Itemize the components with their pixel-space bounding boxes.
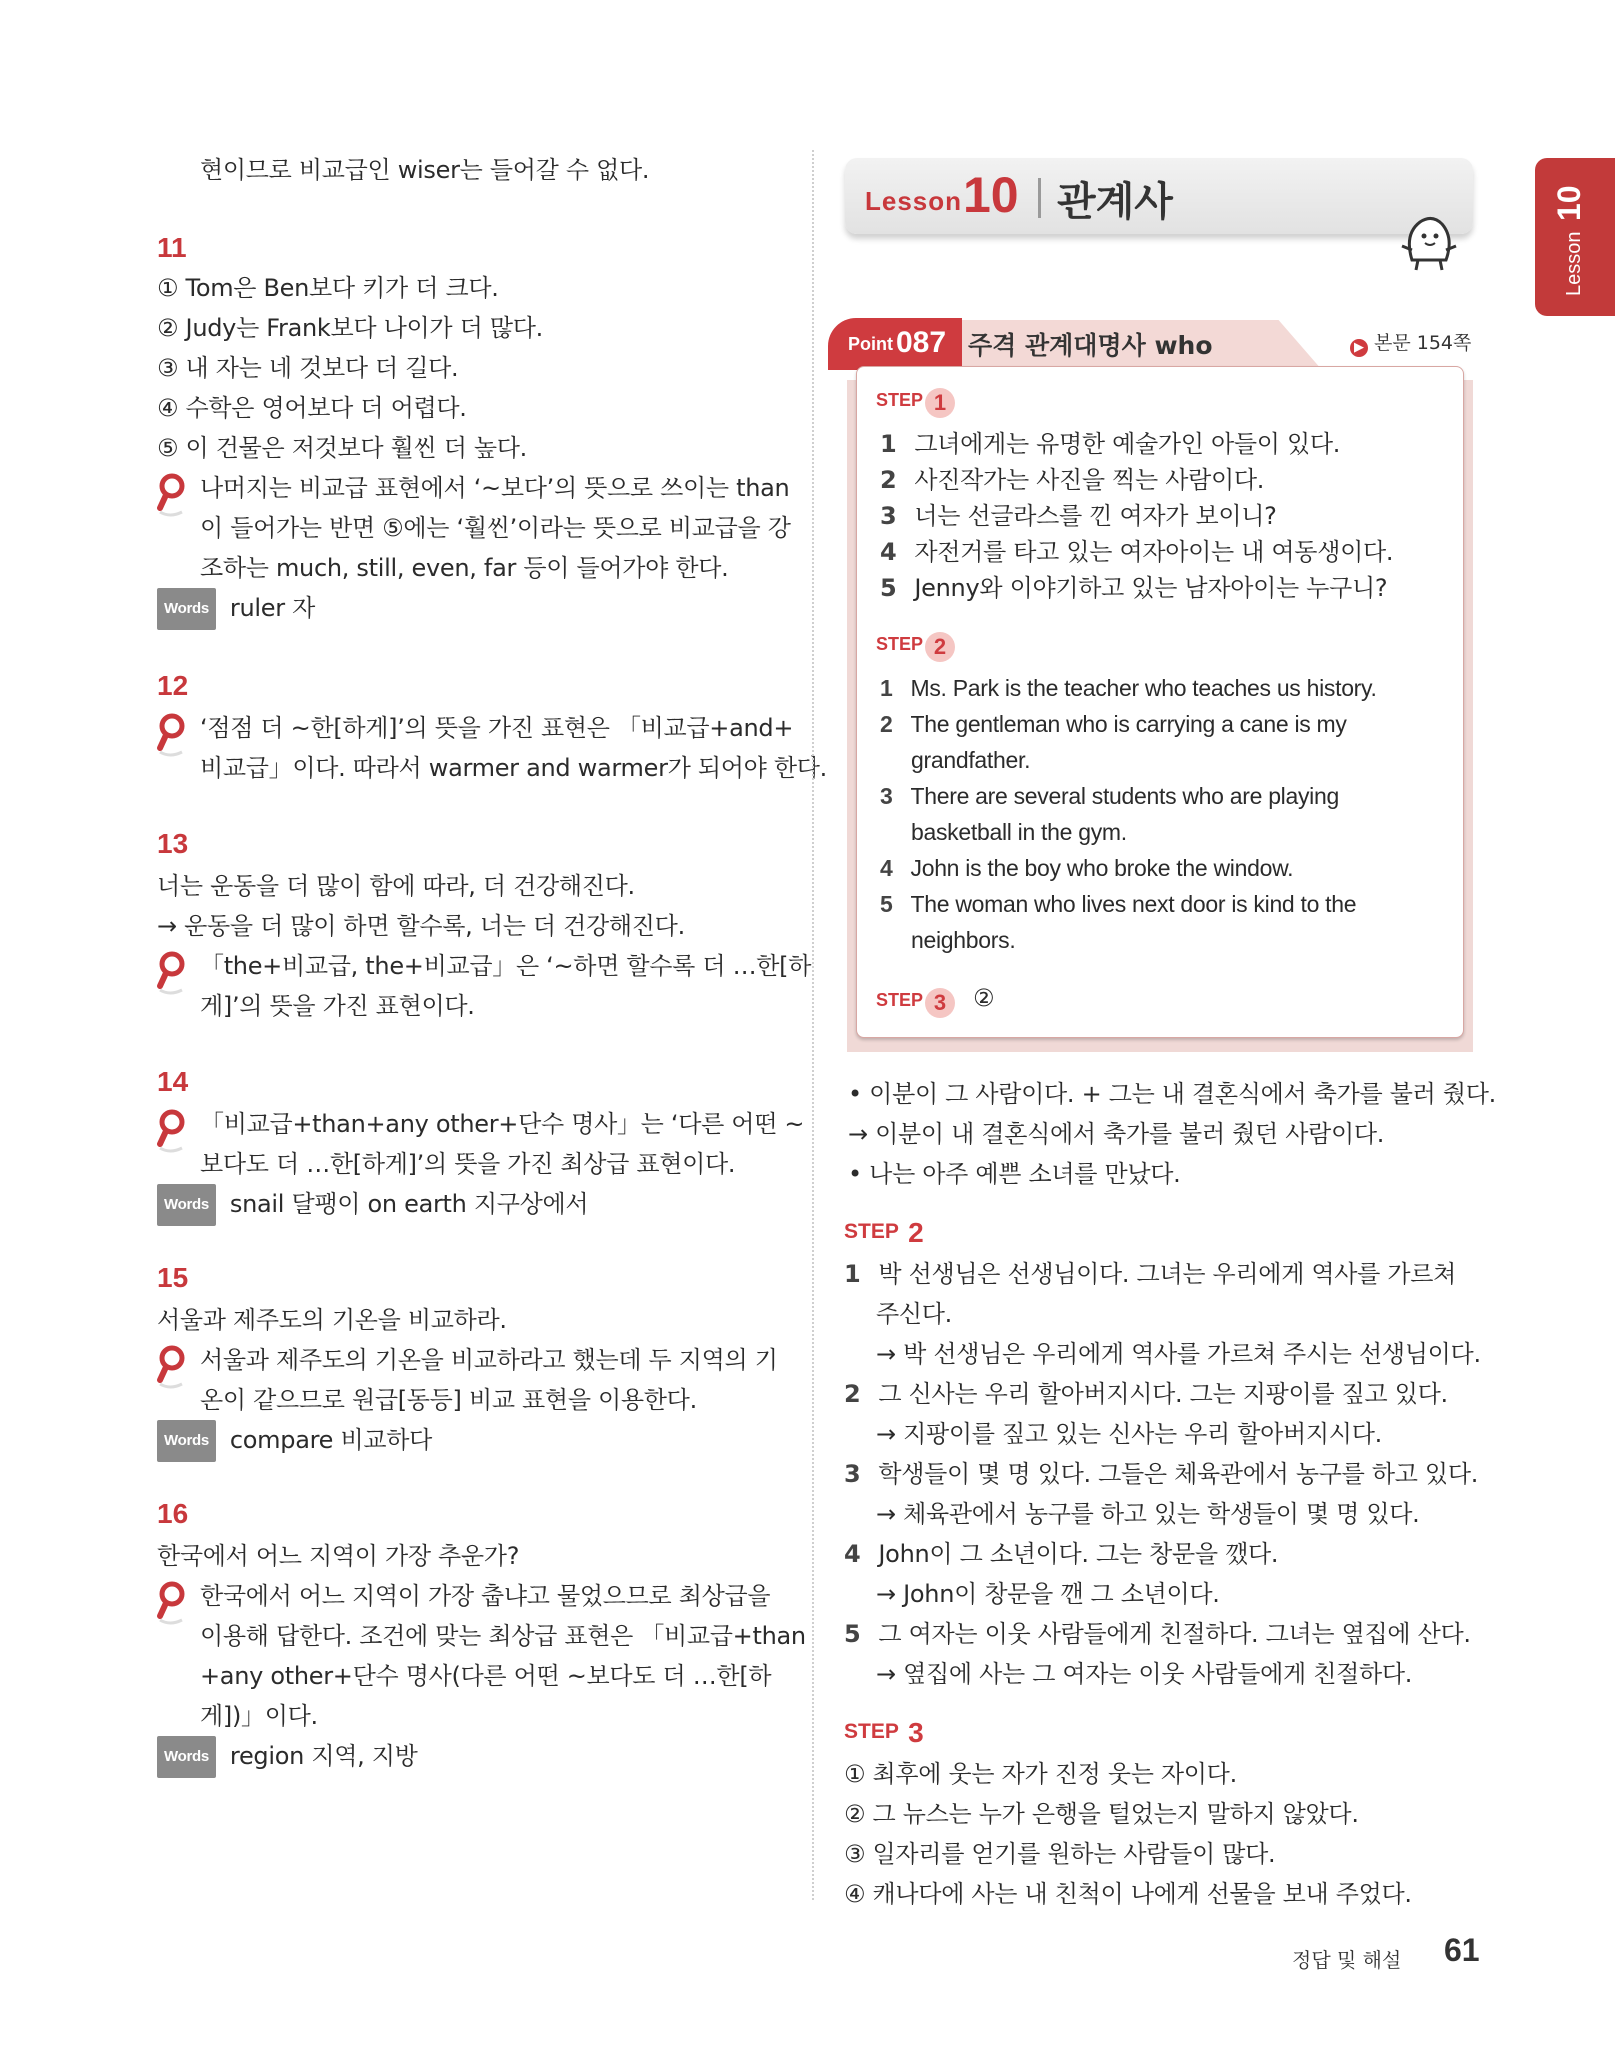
s3-line-2: ② 그 뉴스는 누가 은행을 털었는지 말하지 않았다. <box>844 1800 1359 1828</box>
step2-explain-heading <box>844 1218 931 1248</box>
item-number: 4 <box>844 1540 861 1568</box>
s3-line-4: ④ 캐나다에 사는 내 친척이 나에게 선물을 보내 주었다. <box>844 1880 1412 1908</box>
step1-item-5 <box>880 568 1387 608</box>
footer-label: 정답 및 해설 <box>1292 1948 1402 1972</box>
step2-item-2-cont: grandfather. <box>911 747 1031 773</box>
s2-item-2-line-2: → 지팡이를 짚고 있는 신사는 우리 할아버지시다. <box>876 1420 1382 1448</box>
q15-line-1: 서울과 제주도의 기온을 비교하라. <box>157 1306 507 1334</box>
lesson-separator <box>1038 178 1041 218</box>
item-number: 3 <box>844 1460 861 1488</box>
step-number: 2 <box>925 632 955 662</box>
step2-item-3 <box>880 776 1339 816</box>
item-number: 2 <box>844 1380 861 1408</box>
s3-line-1: ① 최후에 웃는 자가 진정 웃는 자이다. <box>844 1760 1237 1788</box>
item-number: 2 <box>880 711 893 737</box>
s2-item-5-line-2: → 옆집에 사는 그 여자는 이웃 사람들에게 친절하다. <box>876 1660 1413 1688</box>
q12-hint-line-1: ‘점점 더 ~한[하게]’의 뜻을 가진 표현은 「비교급+and+ <box>200 714 794 742</box>
step3-explain-heading <box>844 1718 931 1748</box>
step2-item-2 <box>880 704 1347 744</box>
item-text: 그 신사는 우리 할아버지시다. 그는 지팡이를 짚고 있다. <box>878 1380 1448 1408</box>
arrow-right-icon: ▶ <box>1350 339 1368 357</box>
step-number: 3 <box>908 1717 924 1748</box>
side-tab-number: 10 <box>1551 185 1587 222</box>
s2-item-4 <box>844 1534 1278 1574</box>
bullet-line-3: • 나는 아주 예쁜 소녀를 만났다. <box>848 1160 1181 1188</box>
lesson-side-tab <box>1535 158 1615 316</box>
s3-line-3: ③ 일자리를 얻기를 원하는 사람들이 많다. <box>844 1840 1276 1868</box>
magnifier-hint-icon <box>156 950 190 996</box>
column-divider <box>812 150 814 1900</box>
q11-words <box>157 588 315 630</box>
q15-hint-line-2: 온이 같으므로 원급[동등] 비교 표현을 이용한다. <box>200 1386 697 1414</box>
s2-item-3-line-2: → 체육관에서 농구를 하고 있는 학생들이 몇 명 있다. <box>876 1500 1420 1528</box>
q11-hint-line-3: 조하는 much, still, even, far 등이 들어가야 한다. <box>200 554 729 582</box>
q13-hint-line-1: 「the+비교급, the+비교급」은 ‘~하면 할수록 더 …한[하 <box>200 952 812 980</box>
magnifier-hint-icon <box>156 712 190 758</box>
step1-item-1 <box>880 424 1340 464</box>
item-number: 1 <box>844 1260 861 1288</box>
item-text: John is the boy who broke the window. <box>910 855 1294 881</box>
words-badge: Words <box>157 1184 216 1226</box>
step2-item-4 <box>880 848 1293 888</box>
q16-hint-line-4: 게])」이다. <box>200 1702 318 1730</box>
q11-hint-line-1: 나머지는 비교급 표현에서 ‘~보다’의 뜻으로 쓰이는 than <box>200 474 790 502</box>
continued-line: 현이므로 비교급인 wiser는 들어갈 수 없다. <box>200 156 650 184</box>
question-number-14: 14 <box>157 1066 189 1097</box>
q13-line-1: 너는 운동을 더 많이 함에 따라, 더 건강해진다. <box>157 872 635 900</box>
page-number: 61 <box>1444 1932 1480 1968</box>
question-number-16: 16 <box>157 1498 189 1529</box>
item-text: 그녀에게는 유명한 예술가인 아들이 있다. <box>914 430 1341 458</box>
item-number: 1 <box>880 675 893 701</box>
side-tab-word: Lesson <box>1563 231 1585 296</box>
item-text: 학생들이 몇 명 있다. 그들은 체육관에서 농구를 하고 있다. <box>878 1460 1479 1488</box>
item-number: 5 <box>880 574 897 602</box>
step2-item-5 <box>880 884 1356 924</box>
item-text: The woman who lives next door is kind to the <box>910 891 1357 917</box>
step2-heading <box>876 632 955 662</box>
step-label: STEP <box>844 1220 899 1243</box>
step2-item-3-cont: basketball in the gym. <box>911 819 1127 845</box>
words-badge: Words <box>157 588 216 630</box>
page-reference <box>1350 328 1471 357</box>
q11-words-text: ruler 자 <box>229 594 315 622</box>
step1-item-2 <box>880 460 1264 500</box>
step-label: STEP <box>876 634 924 654</box>
item-text: 박 선생님은 선생님이다. 그녀는 우리에게 역사를 가르쳐 <box>878 1260 1457 1288</box>
item-text: 너는 선글라스를 낀 여자가 보이니? <box>914 502 1277 530</box>
bullet-line-1: • 이분이 그 사람이다. + 그는 내 결혼식에서 축가를 불러 줬다. <box>848 1080 1496 1108</box>
question-number-11: 11 <box>157 232 187 263</box>
q11-option-1: ① Tom은 Ben보다 키가 더 크다. <box>157 274 499 302</box>
step1-item-3 <box>880 496 1277 536</box>
question-number-15: 15 <box>157 1262 189 1293</box>
s2-item-5 <box>844 1614 1471 1654</box>
magnifier-hint-icon <box>156 1108 190 1154</box>
step-number: 2 <box>908 1217 924 1248</box>
item-text: 사진작가는 사진을 찍는 사람이다. <box>914 466 1265 494</box>
q11-option-5: ⑤ 이 건물은 저것보다 훨씬 더 높다. <box>157 434 528 462</box>
bullet-line-2: → 이분이 내 결혼식에서 축가를 불러 줬던 사람이다. <box>848 1120 1385 1148</box>
q13-hint-line-2: 게]’의 뜻을 가진 표현이다. <box>200 992 475 1020</box>
magnifier-hint-icon <box>156 472 190 518</box>
item-number: 5 <box>844 1620 861 1648</box>
step1-item-4 <box>880 532 1393 572</box>
point-badge <box>828 318 962 370</box>
q13-line-2: → 운동을 더 많이 하면 할수록, 너는 더 건강해진다. <box>157 912 685 940</box>
question-number-13: 13 <box>157 828 189 859</box>
step2-item-1 <box>880 668 1377 708</box>
item-text: John이 그 소년이다. 그는 창문을 깼다. <box>878 1540 1279 1568</box>
item-number: 4 <box>880 855 893 881</box>
step3-heading <box>876 984 995 1018</box>
step1-heading <box>876 388 955 418</box>
q16-line-1: 한국에서 어느 지역이 가장 추운가? <box>157 1542 520 1570</box>
q16-hint-line-1: 한국에서 어느 지역이 가장 춥냐고 물었으므로 최상급을 <box>200 1582 771 1610</box>
lesson-title: 관계사 <box>1057 179 1173 225</box>
words-badge: Words <box>157 1736 216 1778</box>
words-badge: Words <box>157 1420 216 1462</box>
point-number: 087 <box>896 326 947 359</box>
item-text: The gentleman who is carrying a cane is my <box>910 711 1347 737</box>
lesson-word: Lesson <box>865 186 963 216</box>
q11-option-3: ③ 내 자는 네 것보다 더 길다. <box>157 354 459 382</box>
question-number-12: 12 <box>157 670 189 701</box>
item-number: 4 <box>880 538 897 566</box>
q15-words <box>157 1420 432 1462</box>
step-label: STEP <box>876 990 924 1010</box>
q11-option-4: ④ 수학은 영어보다 더 어렵다. <box>157 394 467 422</box>
point-title: 주격 관계대명사 who <box>968 331 1213 360</box>
q11-hint-line-2: 이 들어가는 반면 ⑤에는 ‘훨씬’이라는 뜻으로 비교급을 강 <box>200 514 791 542</box>
s2-item-2 <box>844 1374 1448 1414</box>
s2-item-3 <box>844 1454 1478 1494</box>
step-label: STEP <box>876 390 924 410</box>
item-number: 3 <box>880 783 893 809</box>
q14-hint-line-2: 보다도 더 …한[하게]’의 뜻을 가진 최상급 표현이다. <box>200 1150 736 1178</box>
q14-words-text: snail 달팽이 on earth 지구상에서 <box>229 1190 589 1218</box>
s2-item-1-line-3: → 박 선생님은 우리에게 역사를 가르쳐 주시는 선생님이다. <box>876 1340 1481 1368</box>
step-label: STEP <box>844 1720 899 1743</box>
item-text: There are several students who are playing <box>910 783 1339 809</box>
q15-words-text: compare 비교하다 <box>229 1426 432 1454</box>
step-number: 1 <box>925 388 955 418</box>
step-number: 3 <box>925 988 955 1018</box>
page-reference-text: 본문 154쪽 <box>1374 332 1472 354</box>
item-number: 1 <box>880 430 897 458</box>
q14-words <box>157 1184 588 1226</box>
item-text: Ms. Park is the teacher who teaches us history. <box>910 675 1377 701</box>
s2-item-4-line-2: → John이 창문을 깬 그 소년이다. <box>876 1580 1220 1608</box>
q14-hint-line-1: 「비교급+than+any other+단수 명사」는 ‘다른 어떤 ~ <box>200 1110 805 1138</box>
q16-words <box>157 1736 418 1778</box>
step3-answer: ② <box>973 984 995 1012</box>
lesson-number: 10 <box>963 167 1019 223</box>
item-number: 2 <box>880 466 897 494</box>
q16-hint-line-3: +any other+단수 명사(다른 어떤 ~보다도 더 …한[하 <box>200 1662 772 1690</box>
q15-hint-line-1: 서울과 제주도의 기온을 비교하라고 했는데 두 지역의 기 <box>200 1346 778 1374</box>
lesson-header <box>845 158 1473 234</box>
step2-item-5-cont: neighbors. <box>911 927 1016 953</box>
point-label: Point <box>848 334 893 354</box>
item-text: 자전거를 타고 있는 여자아이는 내 여동생이다. <box>914 538 1394 566</box>
item-number: 5 <box>880 891 893 917</box>
q16-words-text: region 지역, 지방 <box>229 1742 418 1770</box>
mascot-icon <box>1398 210 1458 274</box>
item-text: 그 여자는 이웃 사람들에게 친절하다. 그녀는 옆집에 산다. <box>878 1620 1471 1648</box>
magnifier-hint-icon <box>156 1580 190 1626</box>
s2-item-1 <box>844 1254 1456 1294</box>
q16-hint-line-2: 이용해 답한다. 조건에 맞는 최상급 표현은 「비교급+than <box>200 1622 806 1650</box>
item-number: 3 <box>880 502 897 530</box>
q11-option-2: ② Judy는 Frank보다 나이가 더 많다. <box>157 314 543 342</box>
s2-item-1-line-2: 주신다. <box>876 1300 952 1328</box>
q12-hint-line-2: 비교급」이다. 따라서 warmer and warmer가 되어야 한다. <box>200 754 827 782</box>
magnifier-hint-icon <box>156 1344 190 1390</box>
item-text: Jenny와 이야기하고 있는 남자아이는 누구니? <box>914 574 1388 602</box>
